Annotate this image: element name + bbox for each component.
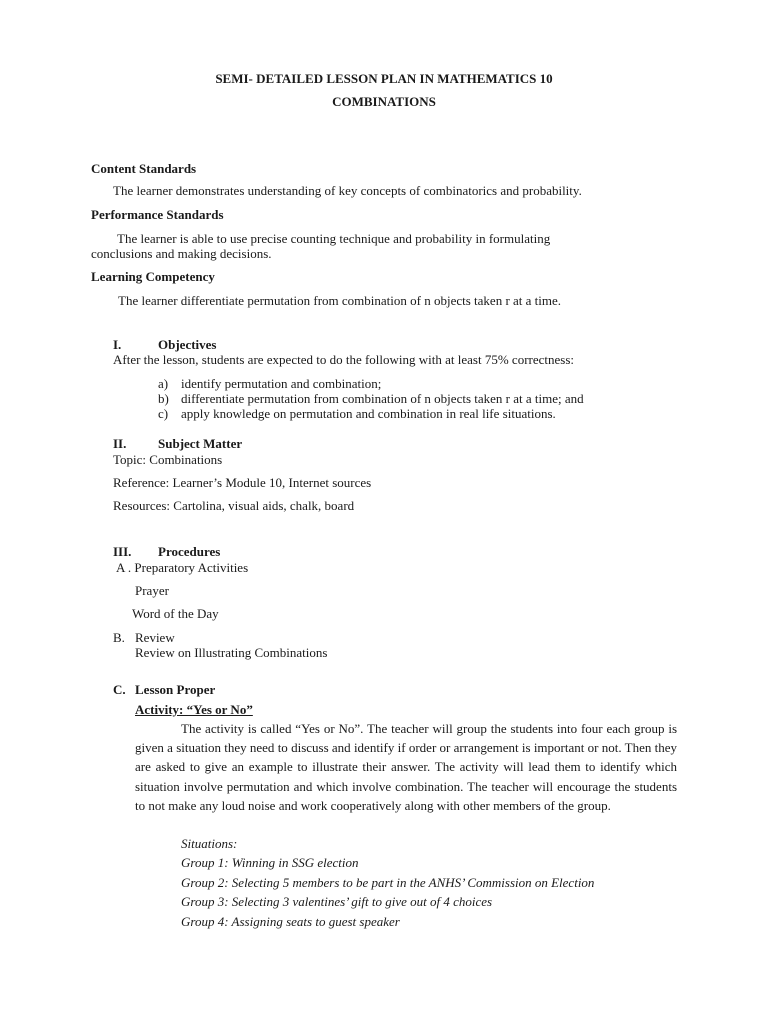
objectives-heading: Objectives	[158, 337, 217, 352]
objectives-numeral: I.	[113, 337, 122, 352]
objective-item-c: apply knowledge on permutation and combination in real life situations.	[181, 406, 556, 421]
learning-competency-heading: Learning Competency	[91, 269, 215, 284]
subject-matter-resources: Resources: Cartolina, visual aids, chalk, board	[113, 498, 355, 513]
objective-item-a: identify permutation and combination;	[181, 376, 382, 391]
word-of-the-day-item: Word of the Day	[132, 606, 219, 621]
lesson-proper-marker: C.	[113, 682, 126, 697]
objective-marker-b: b)	[158, 391, 169, 406]
procedures-heading: Procedures	[158, 544, 221, 559]
situation-group-1: Group 1: Winning in SSG election	[181, 855, 359, 870]
situation-group-2: Group 2: Selecting 5 members to be part in the ANHS’ Commission on Election	[181, 875, 595, 890]
prayer-item: Prayer	[135, 583, 169, 598]
objective-marker-a: a)	[158, 376, 169, 391]
subject-matter-numeral: II.	[113, 436, 127, 451]
subject-matter-heading: Subject Matter	[158, 436, 243, 451]
review-heading: Review	[135, 630, 175, 645]
activity-title: Activity: “Yes or No”	[135, 702, 253, 717]
content-standards-heading: Content Standards	[91, 161, 197, 176]
review-marker: B.	[113, 630, 125, 645]
subject-matter-topic: Topic: Combinations	[113, 452, 223, 467]
subject-matter-reference: Reference: Learner’s Module 10, Internet sources	[113, 475, 372, 490]
performance-standards-heading: Performance Standards	[91, 207, 224, 222]
situation-group-3: Group 3: Selecting 3 valentines’ gift to give out of 4 choices	[181, 894, 493, 909]
situation-group-4: Group 4: Assigning seats to guest speaker	[181, 914, 400, 929]
document-subtitle: COMBINATIONS	[332, 94, 436, 109]
objective-item-b: differentiate permutation from combination of n objects taken r at a time; and	[181, 391, 584, 406]
performance-standards-line2: conclusions and making decisions.	[91, 246, 272, 261]
activity-description: The activity is called “Yes or No”. The teacher will group the students into four each group is given a situation they need to discuss and identify if order or arrangement is important or not. Then they are asked to give an example to illustrate their answer. The activity will lead them to identify which situation involve permutation and which involve combination. The teacher will encourage the students to not make any loud noise and work cooperatively along with other members of the group.	[135, 721, 677, 813]
review-text: Review on Illustrating Combinations	[135, 645, 328, 660]
objectives-intro: After the lesson, students are expected to do the following with at least 75% correctness:	[113, 352, 575, 367]
preparatory-activities-heading: A . Preparatory Activities	[116, 560, 249, 575]
document-title: SEMI- DETAILED LESSON PLAN IN MATHEMATICS 10	[215, 71, 553, 86]
lesson-proper-heading: Lesson Proper	[135, 682, 216, 697]
content-standards-text: The learner demonstrates understanding of key concepts of combinatorics and probability.	[113, 183, 582, 198]
learning-competency-text: The learner differentiate permutation from combination of n objects taken r at a time.	[118, 293, 562, 308]
performance-standards-line1: The learner is able to use precise counting technique and probability in formulating	[117, 231, 551, 246]
objective-marker-c: c)	[158, 406, 169, 421]
procedures-numeral: III.	[113, 544, 132, 559]
situations-label: Situations:	[181, 836, 238, 851]
